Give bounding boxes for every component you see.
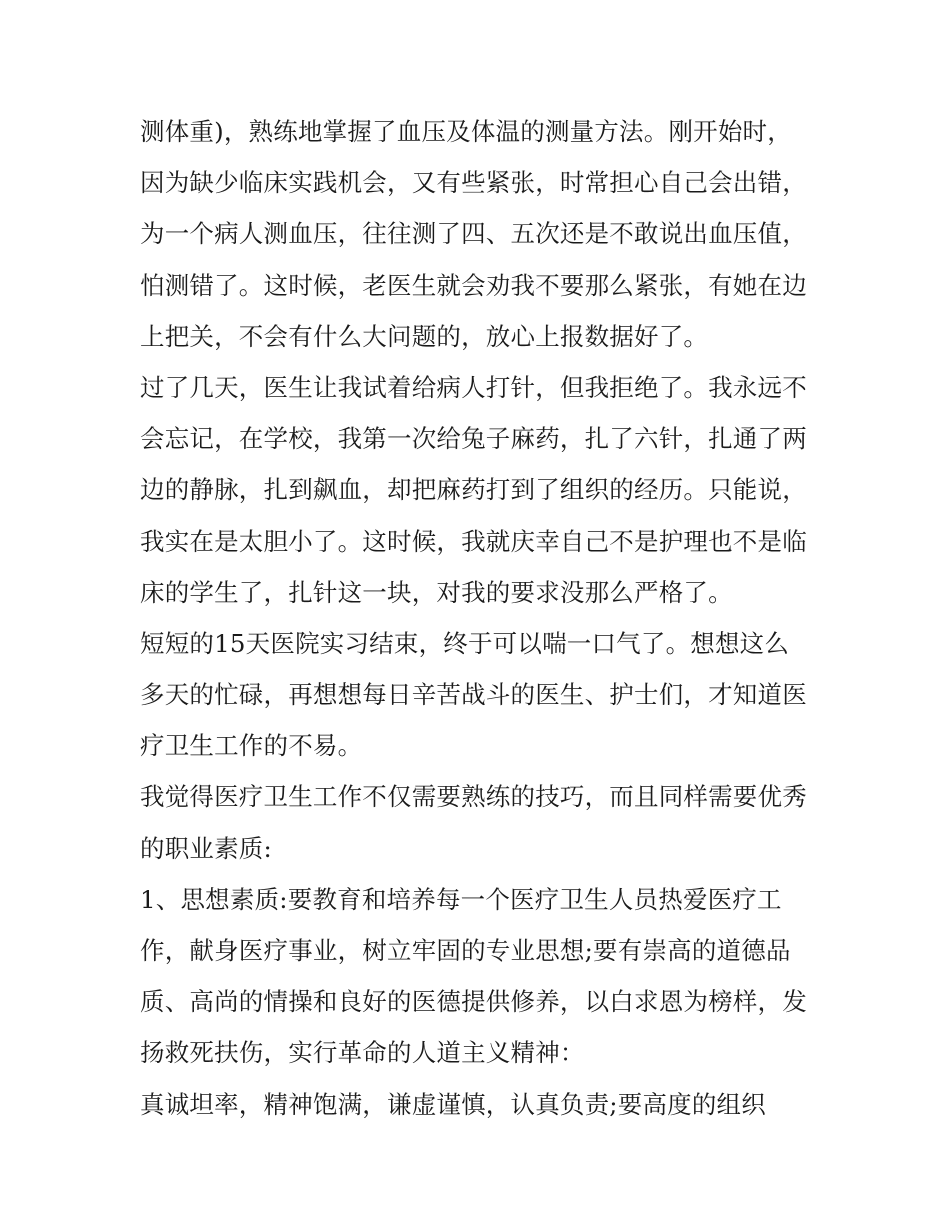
text-line-9: 我实在是太胆小了。这时候，我就庆幸自己不是护理也不是临 bbox=[140, 526, 807, 556]
text-line-5: 上把关，不会有什么大问题的，放心上报数据好了。 bbox=[140, 321, 709, 351]
text-line-3: 为一个病人测血压，往往测了四、五次还是不敢说出血压值， bbox=[140, 219, 807, 249]
text-line-2: 因为缺少临床实践机会，又有些紧张，时常担心自己会出错， bbox=[140, 168, 807, 198]
text-line-1: 测体重)，熟练地掌握了血压及体温的测量方法。刚开始时， bbox=[140, 117, 792, 146]
text-line-10: 床的学生了，扎针这一块，对我的要求没那么严格了。 bbox=[140, 577, 733, 607]
body-text bbox=[140, 106, 820, 1130]
text-line-12: 多天的忙碌，再想想每日辛苦战斗的医生、护士们，才知道医 bbox=[140, 680, 807, 710]
text-line-14: 我觉得医疗卫生工作不仅需要熟练的技巧，而且同样需要优秀 bbox=[140, 782, 807, 812]
text-line-17: 作，献身医疗事业，树立牢固的专业思想;要有崇高的道德品 bbox=[140, 936, 791, 965]
text-line-20: 真诚坦率，精神饱满，谦虚谨慎，认真负责;要高度的组织 bbox=[140, 1089, 766, 1119]
text-line-7: 会忘记，在学校，我第一次给兔子麻药，扎了六针，扎通了两 bbox=[140, 424, 807, 454]
text-line-6: 过了几天，医生让我试着给病人打针，但我拒绝了。我永远不 bbox=[140, 372, 807, 402]
text-line-19: 扬救死扶伤，实行革命的人道主义精神： bbox=[140, 1038, 585, 1068]
text-line-11: 短短的15天医院实习结束，终于可以喘一口气了。想想这么 bbox=[140, 628, 790, 658]
text-line-8: 边的静脉，扎到飙血，却把麻药打到了组织的经历。只能说， bbox=[140, 475, 807, 505]
text-line-18: 质、高尚的情操和良好的医德提供修养，以白求恩为榜样，发 bbox=[140, 987, 807, 1017]
text-line-4: 怕测错了。这时候，老医生就会劝我不要那么紧张，有她在边 bbox=[140, 270, 807, 300]
text-line-16: 1、思想素质:要教育和培养每一个医疗卫生人员热爱医疗工 bbox=[140, 884, 782, 914]
text-line-13: 疗卫生工作的不易。 bbox=[140, 731, 363, 761]
text-line-15: 的职业素质: bbox=[140, 833, 272, 863]
